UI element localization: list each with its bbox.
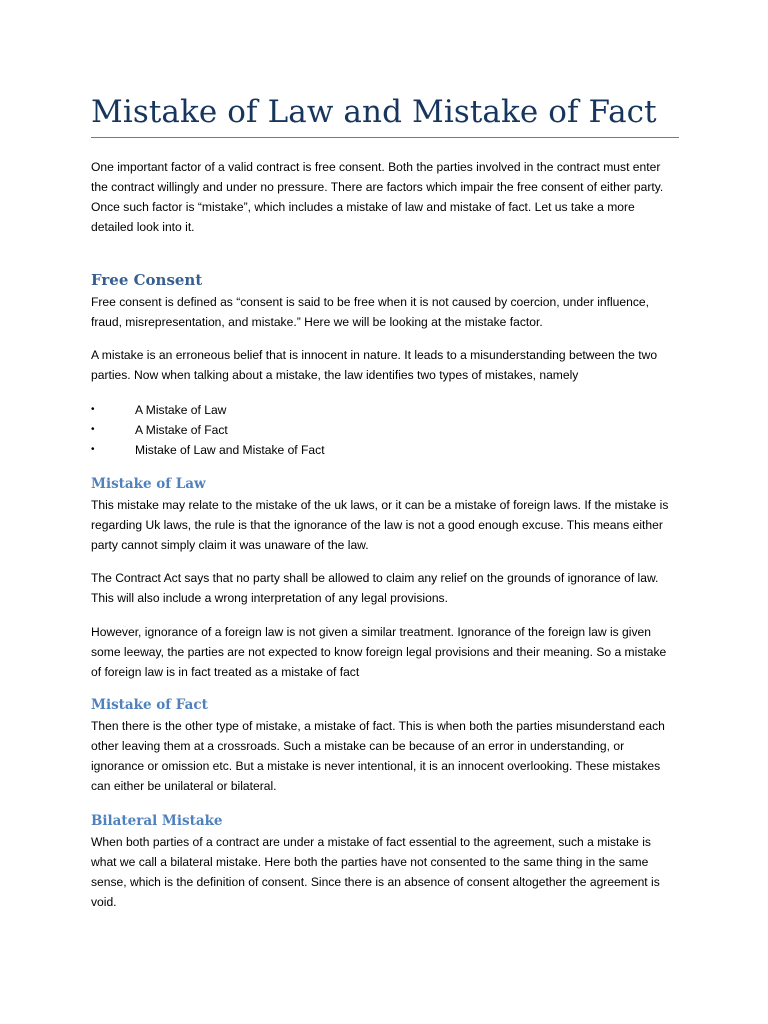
mistake-of-law-paragraph-2: The Contract Act says that no party shall be allowed to claim any relief on the grounds of ignorance of law. This will also include a wrong interpretation of any legal provisions.	[91, 571, 659, 605]
list-item	[91, 400, 679, 420]
document-title: Mistake of Law and Mistake of Fact	[91, 94, 657, 130]
heading-free-consent: Free Consent	[91, 271, 203, 289]
bullet-icon: •	[91, 404, 95, 415]
mistake-of-law-paragraph-1: This mistake may relate to the mistake of the uk laws, or it can be a mistake of foreign laws. If the mistake is regarding Uk laws, the rule is that the ignorance of the law is not a good enough excuse. This means either party cannot simply claim it was unaware of the law.	[91, 498, 669, 552]
mistake-of-fact-paragraph: Then there is the other type of mistake, a mistake of fact. This is when both the parties misunderstand each other leaving them at a crossroads. Such a mistake can be because of an error in understanding, or ignorance or omission etc. But a mistake is never intentional, it is an innocent overlooking. These mistakes can either be unilateral or bilateral.	[91, 719, 665, 793]
list-item	[91, 420, 679, 440]
mistake-types-list	[91, 400, 679, 460]
list-item-text: Mistake of Law and Mistake of Fact	[135, 443, 325, 457]
intro-paragraph: One important factor of a valid contract is free consent. Both the parties involved in the contract must enter the contract willingly and under no pressure. There are factors which impair the free consent of either party. Once such factor is “mistake”, which includes a mistake of law and mistake of fact. Let us take a more detailed look into it.	[91, 160, 664, 234]
mistake-of-law-paragraph-3: However, ignorance of a foreign law is not given a similar treatment. Ignorance of the foreign law is given some leeway, the parties are not expected to know foreign legal provisions and their meaning. So a mistake of foreign law is in fact treated as a mistake of fact	[91, 625, 667, 679]
heading-bilateral-mistake: Bilateral Mistake	[91, 813, 223, 829]
bullet-icon: •	[91, 424, 95, 435]
heading-mistake-of-fact: Mistake of Fact	[91, 697, 208, 713]
list-item	[91, 440, 679, 460]
heading-mistake-of-law: Mistake of Law	[91, 476, 206, 492]
list-item-text: A Mistake of Law	[135, 403, 227, 417]
bilateral-mistake-paragraph: When both parties of a contract are under a mistake of fact essential to the agreement, such a mistake is what we call a bilateral mistake. Here both the parties have not consented to the same thing in the same sense, which is the definition of consent. Since there is an absence of consent altogether the agreement is void.	[91, 835, 660, 909]
list-item-text: A Mistake of Fact	[135, 423, 228, 437]
free-consent-paragraph-2: A mistake is an erroneous belief that is innocent in nature. It leads to a misunderstanding between the two parties. Now when talking about a mistake, the law identifies two types of mistakes, namely	[91, 348, 658, 382]
title-underline	[91, 137, 679, 138]
bullet-icon: •	[91, 444, 95, 455]
free-consent-paragraph-1: Free consent is defined as “consent is said to be free when it is not caused by coercion, under influence, fraud, misrepresentation, and mistake.” Here we will be looking at the mistake factor.	[91, 295, 649, 329]
